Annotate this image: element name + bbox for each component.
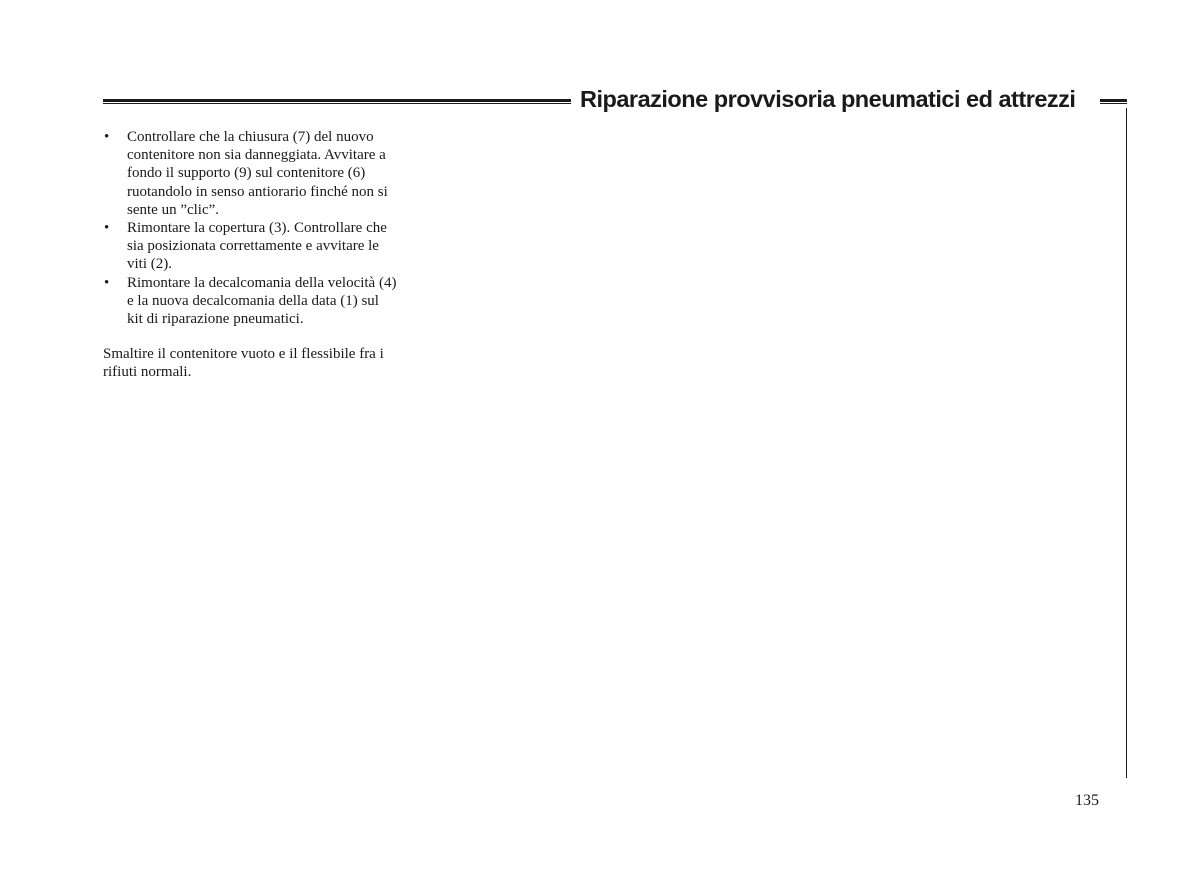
list-item — [103, 219, 419, 274]
section-title: Riparazione provvisoria pneumatici ed attrezzi — [580, 86, 1076, 112]
page-number: 135 — [1075, 792, 1099, 809]
list-item — [103, 274, 419, 329]
disposal-paragraph — [103, 345, 419, 381]
body-text — [103, 128, 419, 382]
header-rule-right — [1100, 99, 1127, 104]
bullet-icon: • — [104, 220, 110, 237]
text-line: kit di riparazione pneumatici. — [127, 311, 304, 328]
text-line: Rimontare la copertura (3). Controllare che — [127, 220, 387, 237]
instruction-list — [103, 128, 419, 328]
text-line: Controllare che la chiusura (7) del nuovo — [127, 129, 374, 145]
text-line: ruotandolo in senso antiorario finché non si — [127, 183, 388, 200]
text-line: sente un ”clic”. — [127, 201, 220, 218]
text-line: Smaltire il contenitore vuoto e il flessibile fra i — [103, 346, 384, 363]
list-item — [103, 128, 419, 219]
bullet-icon: • — [104, 274, 110, 291]
text-line: Rimontare la decalcomania della velocità (4) — [127, 274, 397, 291]
header-rule-left — [103, 99, 571, 104]
text-line: sia posizionata correttamente e avvitare le — [127, 238, 379, 255]
text-line: contenitore non sia danneggiata. Avvitare a — [127, 147, 386, 164]
section-header — [103, 84, 1127, 120]
text-line: rifiuti normali. — [103, 364, 192, 381]
text-line: viti (2). — [127, 256, 172, 273]
text-line: fondo il supporto (9) sul contenitore (6) — [127, 165, 366, 182]
bullet-icon: • — [104, 129, 110, 145]
margin-rule — [1126, 108, 1127, 778]
text-line: e la nuova decalcomania della data (1) sul — [127, 292, 379, 309]
